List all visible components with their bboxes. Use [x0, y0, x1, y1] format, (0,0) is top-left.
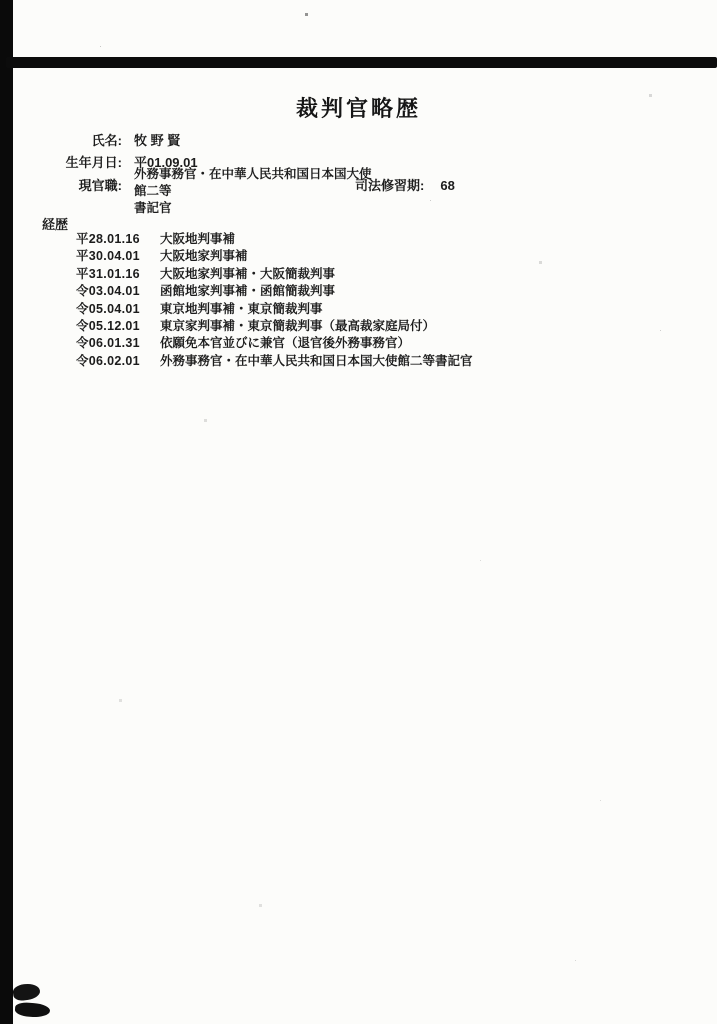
birthdate-value: 平01.09.01	[134, 155, 198, 170]
career-entry	[76, 335, 473, 352]
career-entry-date: 平30.04.01	[76, 249, 140, 264]
career-list	[76, 231, 473, 370]
scan-edge-bar-top	[6, 57, 717, 68]
name-label: 氏名:	[91, 133, 122, 148]
judicial-training-term	[355, 175, 455, 194]
career-entry-date: 令05.12.01	[76, 319, 140, 334]
career-section-heading: 経歴	[42, 217, 69, 232]
career-entry-date: 令03.04.01	[76, 284, 140, 299]
career-entry-date: 令06.01.31	[76, 336, 140, 351]
career-entry-description: 東京家判事補・東京簡裁判事（最高裁家庭局付）	[160, 319, 436, 334]
career-entry	[76, 266, 473, 283]
career-entry-description: 函館地家判事補・函館簡裁判事	[160, 284, 336, 299]
current-position-line1: 外務事務官・在中華人民共和国日本国大使館二等	[134, 167, 372, 198]
current-position-label: 現官職:	[78, 178, 122, 193]
current-position-row	[58, 166, 380, 217]
career-entry-description: 依願免本官並びに兼官（退官後外務事務官）	[160, 336, 411, 351]
scan-ink-mark	[15, 1002, 51, 1018]
career-entry	[76, 248, 473, 265]
career-entry-date: 令05.04.01	[76, 301, 140, 316]
career-entry-description: 外務事務官・在中華人民共和国日本国大使館二等書記官	[160, 353, 473, 368]
career-entry-description: 大阪地家判事補	[160, 249, 248, 264]
name-row	[58, 130, 180, 149]
career-entry-description: 大阪地家判事補・大阪簡裁判事	[160, 266, 336, 281]
current-position-value	[134, 166, 380, 217]
career-entry	[76, 301, 473, 318]
career-entry	[76, 231, 473, 248]
birthdate-label: 生年月日:	[65, 155, 122, 170]
career-entry-description: 東京地判事補・東京簡裁判事	[160, 301, 323, 316]
name-value: 牧 野 賢	[134, 133, 181, 148]
career-entry-date: 平31.01.16	[76, 266, 140, 281]
current-position-line2: 書記官	[134, 201, 172, 215]
training-term-value: 68	[440, 178, 455, 193]
training-term-label: 司法修習期:	[355, 178, 425, 193]
career-entry	[76, 318, 473, 335]
scan-edge-bar-left	[0, 0, 13, 1024]
scan-noise-specks	[0, 0, 1, 1]
scan-ink-mark	[12, 982, 41, 1001]
career-entry	[76, 283, 473, 300]
career-entry-description: 大阪地判事補	[160, 232, 236, 246]
career-entry-date: 平28.01.16	[76, 232, 140, 246]
career-entry	[76, 353, 473, 370]
document-title: 裁判官略歴	[295, 96, 421, 121]
career-entry-date: 令06.02.01	[76, 353, 140, 368]
